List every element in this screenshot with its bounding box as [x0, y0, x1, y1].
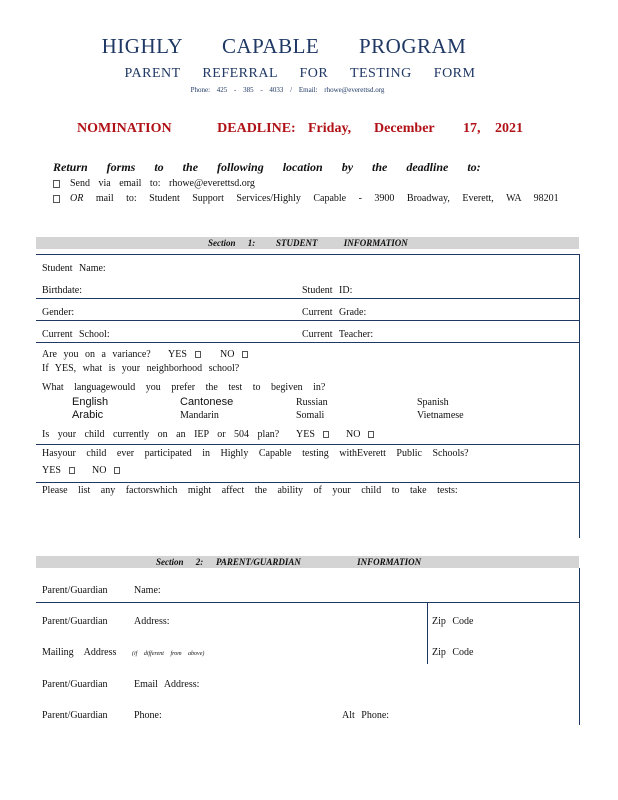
pg-label: Parent/Guardian — [42, 710, 108, 721]
variance-question: Are you on a variance? — [42, 349, 151, 360]
return-option-email-text: Send via email to: rhowe@everettsd.org — [70, 178, 255, 189]
participated-question: Hasyour child ever participated in Highly Capable testing withEverett Public Schools? — [42, 448, 469, 459]
student-name-field[interactable]: Student Name: — [42, 263, 106, 274]
section1-title: STUDENT INFORMATION — [276, 238, 408, 248]
divider — [36, 482, 580, 483]
deadline-date: 17, — [463, 121, 481, 136]
variance-no-option[interactable] — [220, 349, 248, 360]
divider — [579, 254, 580, 538]
language-russian[interactable]: Russian — [296, 397, 328, 408]
checkbox-icon[interactable] — [53, 180, 60, 188]
contact-line: Phone: 425 - 385 - 4033 / Email: rhowe@everettsd.org — [190, 86, 385, 94]
current-teacher-field[interactable]: Current Teacher: — [302, 329, 374, 340]
pg-address-field[interactable]: Address: — [134, 616, 170, 627]
pg-name-field[interactable]: Name: — [134, 585, 161, 596]
divider — [36, 444, 580, 445]
checkbox-icon[interactable] — [323, 431, 329, 438]
return-option-mail — [53, 193, 559, 204]
divider — [579, 568, 580, 725]
current-school-field[interactable]: Current School: — [42, 329, 110, 340]
if-different-note: (if different from above) — [132, 651, 205, 657]
language-arabic[interactable]: Arabic — [72, 409, 104, 421]
language-mandarin[interactable]: Mandarin — [180, 410, 219, 421]
language-question: What languagewould you prefer the test to begiven in? — [42, 382, 326, 393]
section2-header — [36, 556, 579, 568]
variance-no-label: NO — [220, 349, 235, 360]
language-vietnamese[interactable]: Vietnamese — [417, 410, 464, 421]
deadline-year: 2021 — [495, 121, 523, 136]
checkbox-icon[interactable] — [195, 351, 201, 358]
participated-no-option[interactable] — [92, 465, 120, 476]
deadline-day: Friday, — [308, 121, 352, 136]
divider — [36, 342, 580, 343]
pg-label: Parent/Guardian — [42, 585, 108, 596]
section1-header — [36, 237, 579, 249]
language-spanish[interactable]: Spanish — [417, 397, 449, 408]
alt-phone-field[interactable]: Alt Phone: — [342, 710, 390, 721]
pg-label: Parent/Guardian — [42, 679, 108, 690]
form-title: HIGHLY CAPABLE PROGRAM — [101, 34, 467, 58]
checkbox-icon[interactable] — [69, 467, 75, 474]
language-cantonese[interactable]: Cantonese — [180, 396, 234, 408]
section2-label: Section 2: — [156, 557, 204, 567]
language-somali[interactable]: Somali — [296, 410, 325, 421]
checkbox-icon[interactable] — [53, 195, 60, 203]
form-subtitle: PARENT REFERRAL FOR TESTING FORM — [124, 66, 476, 81]
deadline-month: December — [374, 121, 435, 136]
variance-yes-label: YES — [168, 349, 187, 360]
pg-label: Parent/Guardian — [42, 616, 108, 627]
participated-yes-label: YES — [42, 465, 61, 476]
divider — [36, 320, 580, 321]
section1-label: Section 1: — [208, 238, 256, 248]
birthdate-field[interactable]: Birthdate: — [42, 285, 82, 296]
participated-yes-option[interactable] — [42, 465, 75, 476]
neighborhood-school-question[interactable]: If YES, what is your neighborhood school? — [42, 363, 240, 374]
iep-no-option[interactable] — [346, 429, 374, 440]
divider — [36, 602, 580, 603]
iep-question: Is your child currently on an IEP or 504 plan? — [42, 429, 280, 440]
checkbox-icon[interactable] — [114, 467, 120, 474]
zip-code-field[interactable]: Zip Code — [432, 616, 474, 627]
pg-email-field[interactable]: Email Address: — [134, 679, 200, 690]
section2-title: PARENT/GUARDIAN INFORMATION — [216, 557, 422, 567]
iep-no-label: NO — [346, 429, 361, 440]
gender-field[interactable]: Gender: — [42, 307, 75, 318]
return-option-email — [53, 178, 255, 189]
language-english[interactable]: English — [72, 396, 109, 408]
divider — [427, 602, 428, 664]
divider — [36, 254, 580, 255]
factors-question[interactable]: Please list any factorswhich might affect the ability of your child to take tests: — [42, 485, 458, 496]
student-id-field[interactable]: Student ID: — [302, 285, 353, 296]
variance-yes-option[interactable] — [168, 349, 201, 360]
iep-yes-label: YES — [296, 429, 315, 440]
return-instructions-title: Return forms to the following location by the deadline to: — [53, 160, 481, 174]
pg-phone-field[interactable]: Phone: — [134, 710, 162, 721]
checkbox-icon[interactable] — [242, 351, 248, 358]
mailing-address-field[interactable]: Mailing Address — [42, 647, 117, 658]
current-grade-field[interactable]: Current Grade: — [302, 307, 367, 318]
participated-no-label: NO — [92, 465, 107, 476]
or-label: OR — [70, 193, 84, 204]
divider — [36, 298, 580, 299]
deadline-label: NOMINATION DEADLINE: — [77, 121, 296, 136]
iep-yes-option[interactable] — [296, 429, 329, 440]
return-option-mail-text: mail to: Student Support Services/Highly Capable - 3900 Broadway, Everett, WA 98201 — [95, 193, 559, 204]
mailing-zip-code-field[interactable]: Zip Code — [432, 647, 474, 658]
checkbox-icon[interactable] — [368, 431, 374, 438]
